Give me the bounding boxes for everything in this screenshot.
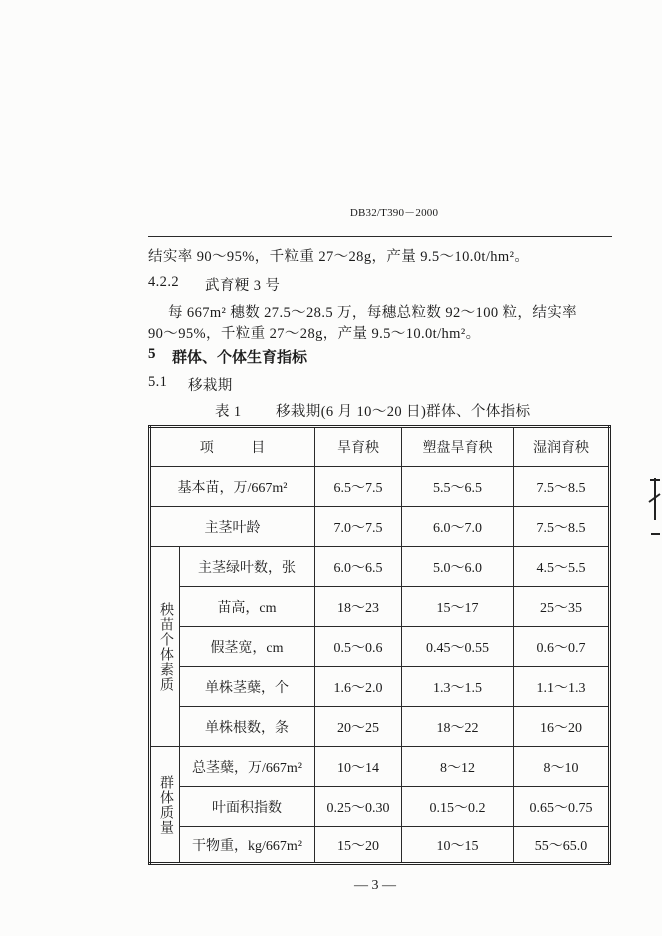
table-row: [150, 547, 610, 587]
document-code: DB32/T390－2000: [349, 207, 439, 219]
row-item: 叶面积指数: [180, 787, 315, 827]
row-item: 主茎绿叶数，张: [180, 547, 315, 587]
cell-value: 5.0～6.0: [402, 547, 514, 587]
cell-value: 6.5～7.5: [315, 467, 402, 507]
clause-title: 武育粳 3 号: [205, 278, 281, 294]
cell-value: 15～17: [402, 587, 514, 627]
header-dry-nursery: 旱育秧: [315, 427, 402, 467]
cell-value: 1.3～1.5: [402, 667, 514, 707]
row-item: 主茎叶龄: [150, 507, 315, 547]
scan-edge-mark: [646, 476, 662, 548]
header-rule: [148, 236, 612, 237]
cell-value: 55～65.0: [514, 827, 610, 864]
cell-value: 7.5～8.5: [514, 507, 610, 547]
transplanting-index-table: [148, 425, 611, 865]
table-row: [150, 707, 610, 747]
row-item: 基本苗，万/667m²: [150, 467, 315, 507]
cell-value: 1.6～2.0: [315, 667, 402, 707]
cell-value: 0.25～0.30: [315, 787, 402, 827]
cell-value: 6.0～6.5: [315, 547, 402, 587]
cell-value: 7.0～7.5: [315, 507, 402, 547]
cell-value: 18～22: [402, 707, 514, 747]
page-number: — 3 —: [354, 878, 396, 893]
table-header-row: [150, 427, 610, 467]
table-row: [150, 667, 610, 707]
cell-value: 25～35: [514, 587, 610, 627]
section-title: 群体、个体生育指标: [172, 350, 308, 366]
cell-value: 0.15～0.2: [402, 787, 514, 827]
cell-value: 0.65～0.75: [514, 787, 610, 827]
cell-value: 4.5～5.5: [514, 547, 610, 587]
cell-value: 1.1～1.3: [514, 667, 610, 707]
cell-value: 5.5～6.5: [402, 467, 514, 507]
group-label: 群体质量: [150, 747, 180, 864]
paragraph-line: 90～95%，千粒重 27～28g，产量 9.5～10.0t/hm²。: [148, 326, 481, 342]
header-tray-dry-nursery: 塑盘旱育秧: [402, 427, 514, 467]
table-row: [150, 787, 610, 827]
group-label: 秧苗个体素质: [150, 547, 180, 747]
cell-value: 8～10: [514, 747, 610, 787]
table-row: [150, 627, 610, 667]
paragraph-line: 每 667m² 穗数 27.5～28.5 万，每穗总粒数 92～100 粒，结实率: [168, 305, 578, 321]
cell-value: 0.45～0.55: [402, 627, 514, 667]
row-item: 假茎宽，cm: [180, 627, 315, 667]
continued-line: 结实率 90～95%，千粒重 27～28g，产量 9.5～10.0t/hm²。: [148, 249, 530, 265]
cell-value: 10～15: [402, 827, 514, 864]
table-row: [150, 587, 610, 627]
clause-number: 5.1: [148, 374, 168, 390]
cell-value: 6.0～7.0: [402, 507, 514, 547]
row-item: 单株根数，条: [180, 707, 315, 747]
table-row: [150, 507, 610, 547]
row-item: 单株茎蘖，个: [180, 667, 315, 707]
section-number: 5: [148, 346, 156, 362]
cell-value: 0.6～0.7: [514, 627, 610, 667]
table-row: [150, 467, 610, 507]
cell-value: 20～25: [315, 707, 402, 747]
row-item: 苗高，cm: [180, 587, 315, 627]
clause-title: 移栽期: [188, 378, 233, 394]
table-caption-label: 表 1: [215, 404, 242, 420]
cell-value: 10～14: [315, 747, 402, 787]
cell-value: 0.5～0.6: [315, 627, 402, 667]
table-row: [150, 747, 610, 787]
clause-number: 4.2.2: [148, 274, 179, 290]
table-row: [150, 827, 610, 864]
cell-value: 8～12: [402, 747, 514, 787]
cell-value: 7.5～8.5: [514, 467, 610, 507]
table-caption-title: 移栽期(6 月 10～20 日)群体、个体指标: [276, 404, 531, 420]
row-item: 总茎蘖，万/667m²: [180, 747, 315, 787]
row-item: 干物重，kg/667m²: [180, 827, 315, 864]
cell-value: 16～20: [514, 707, 610, 747]
header-wet-nursery: 湿润育秧: [514, 427, 610, 467]
cell-value: 18～23: [315, 587, 402, 627]
header-item: 项 目: [150, 427, 315, 467]
cell-value: 15～20: [315, 827, 402, 864]
